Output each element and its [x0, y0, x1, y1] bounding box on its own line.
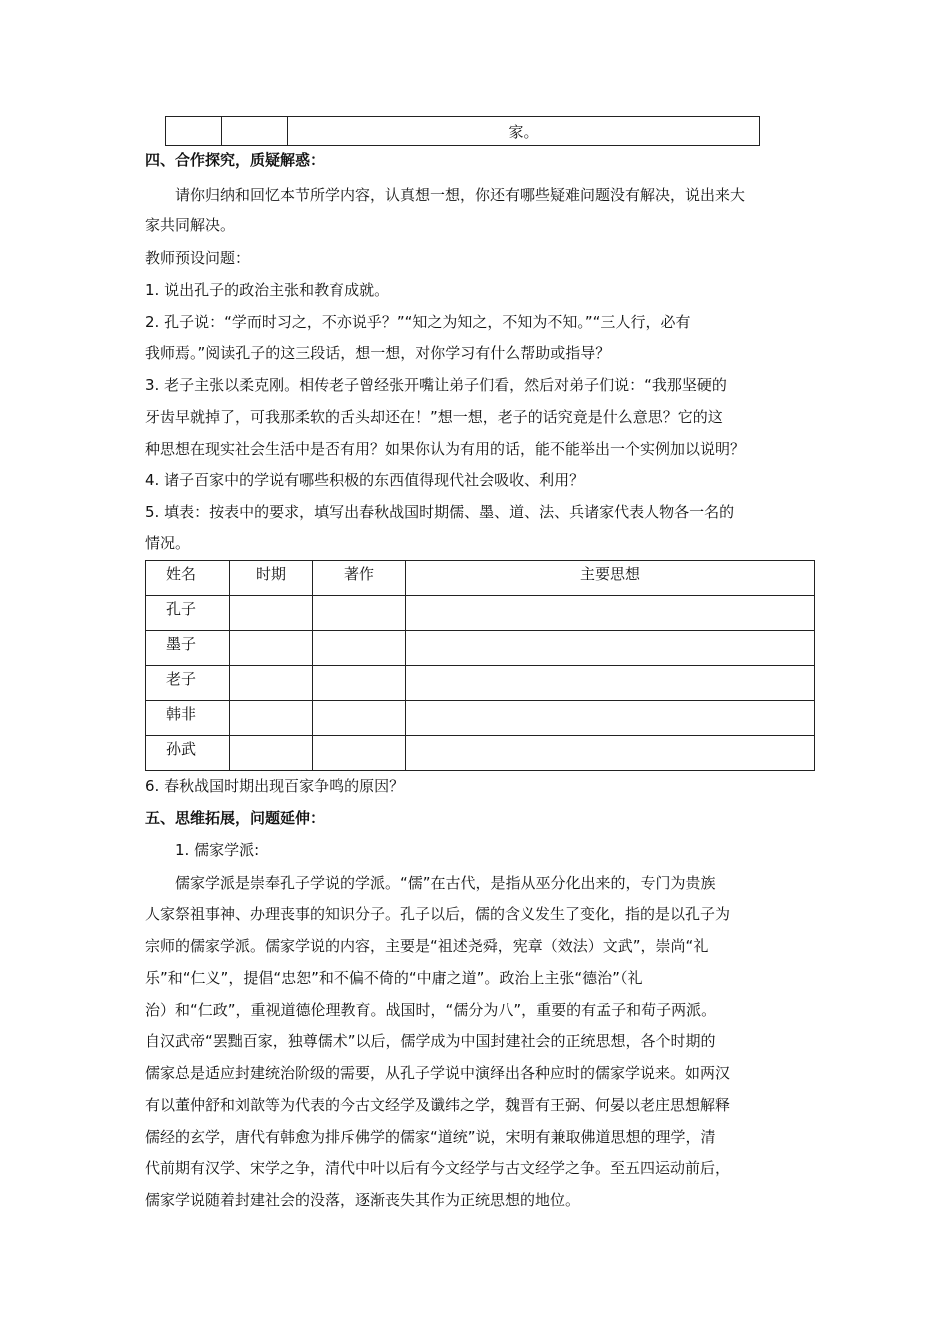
header-main-ideas: 主要思想 [406, 561, 815, 596]
top-table-cell [166, 117, 222, 146]
empty-cell [406, 666, 815, 701]
row-name: 韩非 [146, 701, 230, 736]
top-table-cell: 家。 [288, 117, 760, 146]
paragraph-line: 治）和“仁政”，重视道德伦理教育。战国时，“儒分为八”，重要的有孟子和荀子两派。 [145, 1001, 717, 1019]
preset-label: 教师预设问题： [145, 249, 251, 267]
empty-cell [313, 631, 406, 666]
question-1: 1. 说出孔子的政治主张和教育成就。 [145, 281, 390, 299]
question-2-line2: 我师焉。”阅读孔子的这三段话，想一想，对你学习有什么帮助或指导？ [145, 344, 611, 362]
paragraph-line: 自汉武帝“罢黜百家，独尊儒术”以后，儒学成为中国封建社会的正统思想，各个时期的 [145, 1032, 716, 1050]
section4-heading: 四、合作探究，质疑解惑： [145, 151, 326, 169]
question-6: 6. 春秋战国时期出现百家争鸣的原因？ [145, 777, 405, 795]
row-name: 孙武 [146, 736, 230, 771]
row-name: 孔子 [146, 596, 230, 631]
section4-intro-line2: 家共同解决。 [145, 216, 236, 234]
empty-cell [313, 596, 406, 631]
empty-cell [313, 736, 406, 771]
paragraph-line: 宗师的儒家学派。儒家学说的内容，主要是“祖述尧舜，宪章（效法）文武”，崇尚“礼 [145, 937, 709, 955]
question-2-line1: 2. 孔子说：“学而时习之，不亦说乎？”“知之为知之，不知为不知。”“三人行，必有 [145, 313, 691, 331]
question-4: 4. 诸子百家中的学说有哪些积极的东西值得现代社会吸收、利用？ [145, 471, 585, 489]
header-name: 姓名 [146, 561, 230, 596]
table-header-row [146, 561, 815, 596]
empty-cell [230, 666, 313, 701]
section5-heading: 五、思维拓展，问题延伸： [145, 809, 326, 827]
paragraph-line: 儒家总是适应封建统治阶级的需要，从孔子学说中演绎出各种应时的儒家学说来。如两汉 [145, 1064, 731, 1082]
header-works: 著作 [313, 561, 406, 596]
empty-cell [406, 631, 815, 666]
empty-cell [313, 701, 406, 736]
paragraph-line: 儒经的玄学，唐代有韩愈为排斥佛学的儒家“道统”说，宋明有兼取佛道思想的理学，清 [145, 1128, 716, 1146]
empty-cell [406, 701, 815, 736]
question-5-line1: 5. 填表：按表中的要求，填写出春秋战国时期儒、墨、道、法、兵诸家代表人物各一名的 [145, 503, 735, 521]
section4-intro-line1: 请你归纳和回忆本节所学内容，认真想一想，你还有哪些疑难问题没有解决，说出来大 [175, 186, 746, 204]
question-3-line1: 3. 老子主张以柔克刚。相传老子曾经张开嘴让弟子们看，然后对弟子们说：“我那坚硬的 [145, 376, 727, 394]
paragraph-line: 有以董仲舒和刘歆等为代表的今古文经学及谶纬之学，魏晋有王弼、何晏以老庄思想解释 [145, 1096, 731, 1114]
empty-cell [230, 701, 313, 736]
top-table-fragment [165, 116, 760, 146]
paragraph-line: 乐”和“仁义”，提倡“忠恕”和不偏不倚的“中庸之道”。政治上主张“德治”（礼 [145, 969, 643, 987]
empty-cell [406, 596, 815, 631]
header-period: 时期 [230, 561, 313, 596]
empty-cell [406, 736, 815, 771]
table-row [146, 701, 815, 736]
question-3-line2: 牙齿早就掉了，可我那柔软的舌头却还在！”想一想，老子的话究竟是什么意思？它的这 [145, 408, 723, 426]
row-name: 老子 [146, 666, 230, 701]
top-table-cell [222, 117, 288, 146]
empty-cell [230, 596, 313, 631]
table-row [146, 631, 815, 666]
empty-cell [230, 631, 313, 666]
paragraph-line: 儒家学派是崇奉孔子学说的学派。“儒”在古代，是指从巫分化出来的，专门为贵族 [175, 874, 716, 892]
paragraph-line: 人家祭祖事神、办理丧事的知识分子。孔子以后，儒的含义发生了变化，指的是以孔子为 [145, 905, 731, 923]
row-name: 墨子 [146, 631, 230, 666]
philosophers-table [145, 560, 815, 771]
question-3-line3: 种思想在现实社会生活中是否有用？如果你认为有用的话，能不能举出一个实例加以说明？ [145, 440, 746, 458]
table-row [146, 596, 815, 631]
table-row [146, 666, 815, 701]
table-row [146, 736, 815, 771]
question-5-line2: 情况。 [145, 534, 191, 552]
subsection-1-label: 1. 儒家学派: [175, 841, 260, 859]
paragraph-line: 儒家学说随着封建社会的没落，逐渐丧失其作为正统思想的地位。 [145, 1191, 581, 1209]
paragraph-line: 代前期有汉学、宋学之争，清代中叶以后有今文经学与古文经学之争。至五四运动前后， [145, 1159, 731, 1177]
empty-cell [230, 736, 313, 771]
empty-cell [313, 666, 406, 701]
